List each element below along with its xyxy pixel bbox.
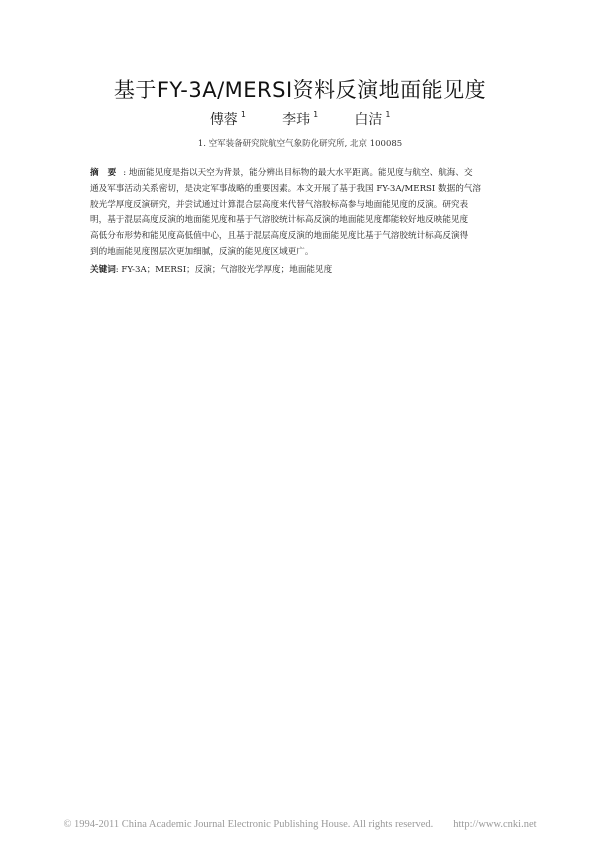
- abstract-line-2: 通及军事活动关系密切，是决定军事战略的重要因素。本文开展了基于我国 FY-3A/MERSI 数据的气溶: [90, 183, 482, 194]
- keywords-text: : FY-3A；MERSI；反演；气溶胶光学厚度；地面能见度: [115, 265, 333, 275]
- affiliation-marker: 1: [385, 110, 391, 119]
- affiliation-marker: 1: [240, 110, 246, 119]
- keywords-label: 关键词: [90, 265, 116, 275]
- author-name: 傅蓉: [209, 112, 238, 128]
- abstract-line-1: [90, 166, 512, 182]
- abstract-text: : 地面能见度是指以天空为背景，能分辨出目标物的最大水平距离。能见度与航空、航海、交: [123, 168, 473, 178]
- keywords: [90, 263, 512, 275]
- abstract-line-4: 明，基于混层高度反演的地面能见度和基于气溶胶统计标高反演的地面能见度都能较好地反映能见度: [90, 215, 469, 226]
- abstract-line-6: 到的地面能见度图层次更加细腻，反演的能见度区域更广。: [90, 246, 314, 257]
- copyright-text: © 1994-2011 China Academic Journal Electronic Publishing House. All rights reserved.: [63, 819, 434, 830]
- author-name: 李玮: [282, 112, 311, 128]
- paper-title: 基于FY-3A/MERSI资料反演地面能见度: [113, 78, 487, 102]
- abstract-label: 摘 要: [90, 168, 120, 178]
- author-1: [210, 109, 246, 129]
- author-2: [282, 109, 318, 129]
- affiliation: 1. 空军装备研究院航空气象防化研究所, 北京 100085: [197, 139, 403, 149]
- footer-url[interactable]: http://www.cnki.net: [453, 819, 537, 830]
- copyright-footer: [0, 819, 600, 830]
- author-list: [0, 109, 600, 129]
- affiliation-marker: 1: [313, 110, 318, 119]
- author-name: 白洁: [354, 112, 383, 128]
- abstract-line-3: 胶光学厚度反演研究，并尝试通过计算混合层高度来代替气溶胶标高参与地面能见度的反演。研究表: [90, 199, 469, 210]
- abstract-line-5: 高低分布形势和能见度高低值中心，且基于混层高度反演的地面能见度比基于气溶胶统计标高反演得: [90, 231, 469, 242]
- abstract: [90, 166, 512, 261]
- author-3: [354, 109, 390, 129]
